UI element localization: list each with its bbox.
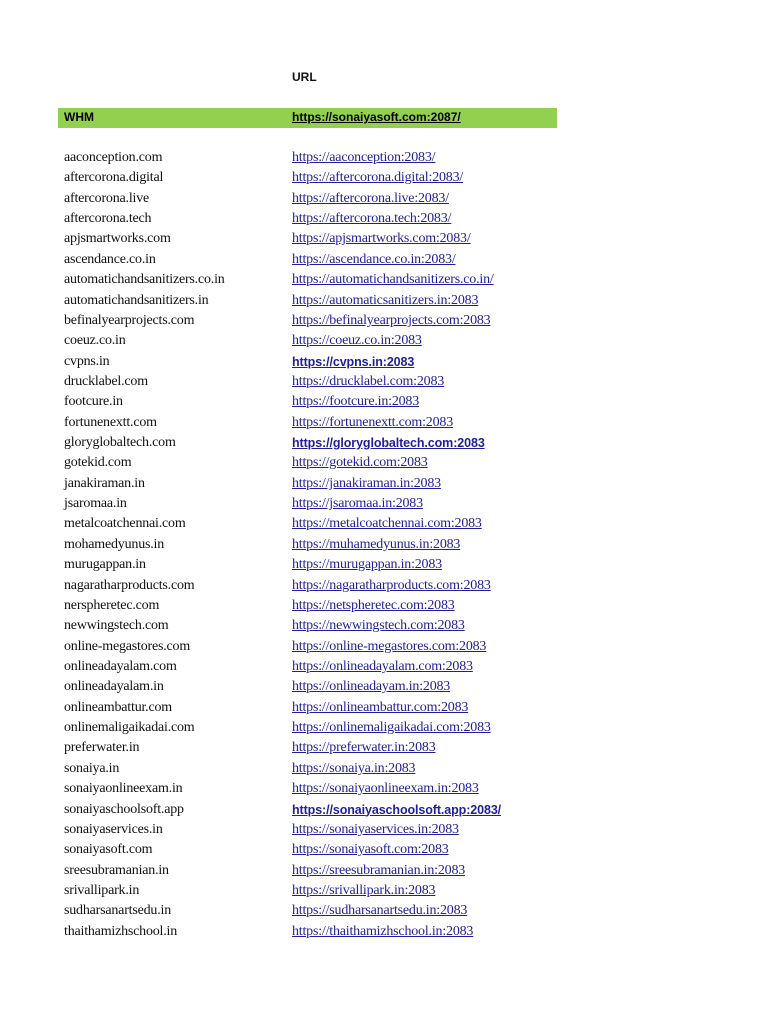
domain-cell: gotekid.com xyxy=(64,455,132,471)
domain-cell: srivallipark.in xyxy=(64,882,140,898)
table-row xyxy=(64,433,564,453)
domain-cell: newwingstech.com xyxy=(64,618,169,634)
url-link[interactable]: https://sreesubramanian.in:2083 xyxy=(292,862,466,878)
domain-cell: metalcoatchennai.com xyxy=(64,516,186,532)
table-row xyxy=(64,474,564,494)
domain-cell: online-megastores.com xyxy=(64,638,191,654)
url-link[interactable]: https://automatichandsanitizers.co.in/ xyxy=(292,272,494,288)
table-row xyxy=(64,291,564,311)
domain-cell: fortunenextt.com xyxy=(64,414,157,430)
domain-cell: onlineambattur.com xyxy=(64,699,172,715)
url-link[interactable]: https://ascendance.co.in:2083/ xyxy=(292,251,456,267)
table-row xyxy=(64,250,564,270)
url-link[interactable]: https://muhamedyunus.in:2083 xyxy=(292,536,461,552)
table-row xyxy=(64,555,564,575)
domain-cell: jsaromaa.in xyxy=(64,496,127,512)
table-row xyxy=(64,535,564,555)
whm-label: WHM xyxy=(64,110,94,124)
domain-cell: onlineadayalam.in xyxy=(64,679,164,695)
domain-cell: apjsmartworks.com xyxy=(64,231,171,247)
url-link[interactable]: https://aaconception:2083/ xyxy=(292,150,436,165)
domain-cell: sonaiya.in xyxy=(64,760,120,776)
domain-cell: aaconception.com xyxy=(64,150,163,165)
table-row xyxy=(64,718,564,738)
table-row xyxy=(64,861,564,881)
domain-cell: aftercorona.digital xyxy=(64,170,164,186)
url-link[interactable]: https://onlinemaligaikadai.com:2083 xyxy=(292,720,491,736)
domain-cell: sonaiyaservices.in xyxy=(64,821,163,837)
whm-link[interactable]: https://sonaiyasoft.com:2087/ xyxy=(292,110,461,124)
table-row xyxy=(64,189,564,209)
url-link[interactable]: https://coeuz.co.in:2083 xyxy=(292,333,422,349)
whm-row xyxy=(58,108,557,128)
domain-cell: murugappan.in xyxy=(64,557,146,573)
table-row xyxy=(64,311,564,331)
table-row xyxy=(64,413,564,433)
domain-list xyxy=(64,148,564,942)
table-row xyxy=(64,453,564,473)
url-link[interactable]: https://aftercorona.digital:2083/ xyxy=(292,170,464,186)
domain-cell: janakiraman.in xyxy=(64,475,145,491)
url-link[interactable]: https://murugappan.in:2083 xyxy=(292,557,442,573)
domain-cell: preferwater.in xyxy=(64,740,140,756)
table-row xyxy=(64,779,564,799)
table-row xyxy=(64,922,564,942)
url-link[interactable]: https://footcure.in:2083 xyxy=(292,394,420,410)
url-link[interactable]: https://onlineambattur.com:2083 xyxy=(292,699,469,715)
domain-cell: onlineadayalam.com xyxy=(64,658,177,674)
table-row xyxy=(64,800,564,820)
table-row xyxy=(64,270,564,290)
table-row xyxy=(64,738,564,758)
url-link[interactable]: https://onlineadayam.in:2083 xyxy=(292,679,451,695)
domain-cell: befinalyearprojects.com xyxy=(64,312,195,328)
table-row xyxy=(64,637,564,657)
table-row xyxy=(64,372,564,392)
table-row xyxy=(64,576,564,596)
domain-cell: mohamedyunus.in xyxy=(64,536,165,552)
table-row xyxy=(64,881,564,901)
url-link[interactable]: https://newwingstech.com:2083 xyxy=(292,618,465,634)
table-row xyxy=(64,901,564,921)
domain-cell: nagaratharproducts.com xyxy=(64,577,195,593)
domain-cell: sreesubramanian.in xyxy=(64,862,169,878)
url-link[interactable]: https://jsaromaa.in:2083 xyxy=(292,496,423,512)
table-row xyxy=(64,168,564,188)
domain-cell: aftercorona.live xyxy=(64,190,150,206)
table-row xyxy=(64,331,564,351)
domain-cell: aftercorona.tech xyxy=(64,211,152,227)
domain-cell: automatichandsanitizers.co.in xyxy=(64,272,225,288)
url-link[interactable]: https://gotekid.com:2083 xyxy=(292,455,428,471)
table-row xyxy=(64,209,564,229)
url-link[interactable]: https://nagaratharproducts.com:2083 xyxy=(292,577,491,593)
table-row xyxy=(64,514,564,534)
url-link[interactable]: https://aftercorona.live:2083/ xyxy=(292,190,449,206)
url-link[interactable]: https://janakiraman.in:2083 xyxy=(292,475,441,491)
domain-cell: nerspheretec.com xyxy=(64,597,160,613)
url-link[interactable]: https://cvpns.in:2083 xyxy=(292,354,415,369)
table-row xyxy=(64,820,564,840)
table-row xyxy=(64,229,564,249)
url-link[interactable]: https://drucklabel.com:2083 xyxy=(292,373,445,389)
url-link[interactable]: https://srivallipark.in:2083 xyxy=(292,882,436,898)
domain-cell: sonaiyaschoolsoft.app xyxy=(64,801,184,817)
table-row xyxy=(64,677,564,697)
domain-cell: drucklabel.com xyxy=(64,373,148,389)
url-link[interactable]: https://sudharsanartsedu.in:2083 xyxy=(292,903,468,919)
url-link[interactable]: https://preferwater.in:2083 xyxy=(292,740,436,756)
domain-cell: sonaiyasoft.com xyxy=(64,842,153,858)
domain-cell: coeuz.co.in xyxy=(64,333,126,349)
table-row xyxy=(64,840,564,860)
domain-cell: footcure.in xyxy=(64,394,123,410)
url-link[interactable]: https://automaticsanitizers.in:2083 xyxy=(292,292,479,308)
url-link[interactable]: https://sonaiyaonlineexam.in:2083 xyxy=(292,781,479,797)
url-link[interactable]: https://sonaiyaschoolsoft.app:2083/ xyxy=(292,802,502,817)
table-row xyxy=(64,148,564,168)
url-link[interactable]: https://aftercorona.tech:2083/ xyxy=(292,211,452,227)
domain-cell: cvpns.in xyxy=(64,353,110,369)
table-row xyxy=(64,352,564,372)
url-link[interactable]: https://apjsmartworks.com:2083/ xyxy=(292,231,471,247)
url-link[interactable]: https://sonaiyasoft.com:2083 xyxy=(292,842,449,858)
url-link[interactable]: https://thaithamizhschool.in:2083 xyxy=(292,923,474,939)
table-row xyxy=(64,494,564,514)
domain-cell: sonaiyaonlineexam.in xyxy=(64,781,183,797)
domain-cell: onlinemaligaikadai.com xyxy=(64,720,195,736)
table-row xyxy=(64,616,564,636)
url-link[interactable]: https://metalcoatchennai.com:2083 xyxy=(292,516,482,532)
domain-cell: thaithamizhschool.in xyxy=(64,923,178,939)
domain-cell: gloryglobaltech.com xyxy=(64,435,176,451)
url-link[interactable]: https://fortunenextt.com:2083 xyxy=(292,414,454,430)
url-link[interactable]: https://onlineadayalam.com:2083 xyxy=(292,658,473,674)
url-link[interactable]: https://gloryglobaltech.com:2083 xyxy=(292,436,485,451)
url-column-header: URL xyxy=(292,70,317,84)
table-row xyxy=(64,759,564,779)
url-link[interactable]: https://sonaiyaservices.in:2083 xyxy=(292,821,459,837)
url-link[interactable]: https://sonaiya.in:2083 xyxy=(292,760,416,776)
table-row xyxy=(64,657,564,677)
domain-cell: ascendance.co.in xyxy=(64,251,156,267)
url-link[interactable]: https://netspheretec.com:2083 xyxy=(292,597,455,613)
domain-cell: automatichandsanitizers.in xyxy=(64,292,209,308)
table-row xyxy=(64,698,564,718)
table-row xyxy=(64,392,564,412)
url-link[interactable]: https://befinalyearprojects.com:2083 xyxy=(292,312,491,328)
url-link[interactable]: https://online-megastores.com:2083 xyxy=(292,638,487,654)
domain-cell: sudharsanartsedu.in xyxy=(64,903,172,919)
table-row xyxy=(64,596,564,616)
